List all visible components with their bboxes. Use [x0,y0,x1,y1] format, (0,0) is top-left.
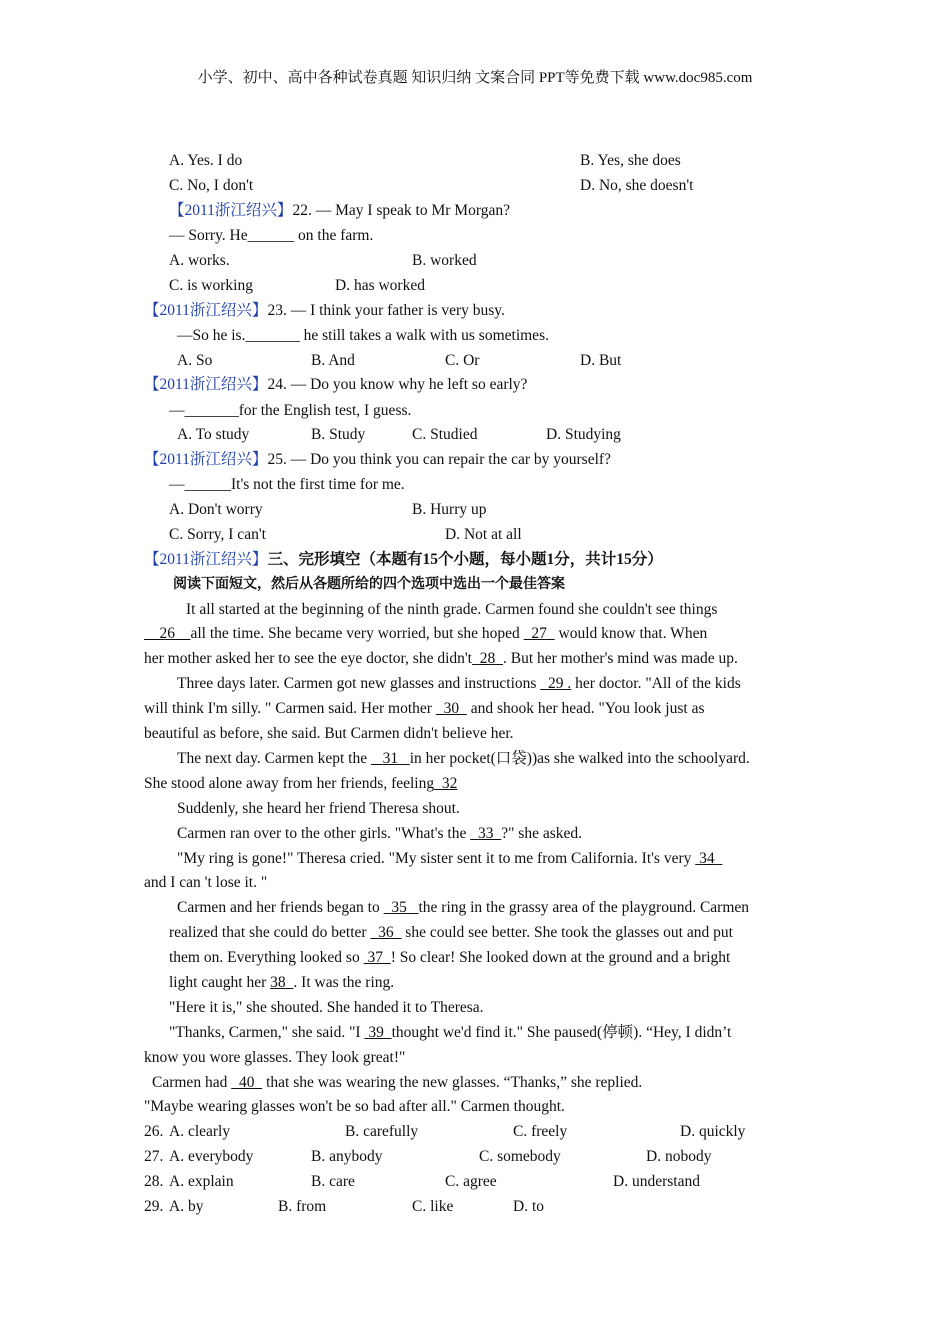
option: A. works. [169,252,230,269]
option: B. And [311,352,355,369]
passage-line: 26 all the time. She became very worried, but she hoped 27 would know that. When [144,624,707,644]
option: A. To study [177,426,250,443]
option: B. worked [412,252,477,269]
option: D. But [580,352,622,369]
option: C. freely [513,1123,568,1140]
blank-38: 38 [270,974,286,991]
blank-32: 32 [441,775,458,792]
option: D. has worked [335,277,425,294]
option: A. everybody [169,1148,254,1165]
question-reply: — Sorry. He______ on the farm. [169,227,374,244]
option-21a: A. Yes. I do [169,152,243,169]
blank-30: 30 [443,700,460,717]
question-stem: 23. — I think your father is very busy. [267,302,505,319]
option: A. Don't worry [169,501,263,518]
option: C. Sorry, I can't [169,526,266,543]
option: A. clearly [169,1123,231,1140]
answer-row-number: 28. [144,1173,164,1190]
option: D. to [513,1198,544,1215]
passage-line: Carmen and her friends began to 35 the ring in the grassy area of the playground. Carmen [177,899,750,916]
passage-line: Carmen had 40 that she was wearing the new glasses. “Thanks,” she replied. [152,1074,643,1091]
answer-row-number: 27. [144,1148,164,1165]
question-24 [144,375,527,395]
instruction: 阅读下面短文，然后从各题所给的四个选项中选出一个最佳答案 [173,577,565,592]
answer-row-number: 29. [144,1198,164,1215]
source-tag: 【2011浙江绍兴】 [144,551,268,568]
option: B. anybody [311,1148,383,1165]
passage-line: Carmen ran over to the other girls. "What's the 33 ?" she asked. [177,825,582,842]
question-23 [144,301,505,321]
option: A. by [169,1198,204,1215]
blank-40: 40 [238,1074,255,1091]
option: D. understand [613,1173,700,1190]
blank-39: 39 [368,1024,384,1041]
passage-line: It all started at the beginning of the ninth grade. Carmen found she couldn't see things [186,601,718,618]
question-reply: —So he is._______ he still takes a walk with us sometimes. [177,327,549,344]
section-title: 三、完形填空（本题有15个小题，每小题1分，共计15分） [267,551,663,568]
question-25 [144,450,611,470]
question-stem: 22. — May I speak to Mr Morgan? [292,202,510,219]
passage-line: "Thanks, Carmen," she said. "I 39 thought we'd find it." She paused(停顿). “Hey, I didn’t [169,1024,732,1041]
passage-line: beautiful as before, she said. But Carmen didn't believe her. [144,725,514,742]
section-title-line [144,550,663,570]
passage-line: "My ring is gone!" Theresa cried. "My sister sent it to me from California. It's very 34 [177,849,722,869]
question-22 [169,201,510,221]
blank-36: 36 [378,924,394,941]
blank-31: 31 [382,750,399,767]
source-tag: 【2011浙江绍兴】 [144,302,268,319]
passage-line: them on. Everything looked so 37 ! So clear! She looked down at the ground and a bright [169,949,731,966]
option-21b: B. Yes, she does [580,152,681,169]
passage-line: "Maybe wearing glasses won't be so bad after all." Carmen thought. [144,1098,565,1115]
source-tag: 【2011浙江绍兴】 [169,202,293,219]
source-tag: 【2011浙江绍兴】 [144,376,268,393]
blank-33: 33 [477,825,494,842]
question-stem: 25. — Do you think you can repair the car by yourself? [267,451,611,468]
passage-line: She stood alone away from her friends, feeling 32 [144,775,458,792]
option: A. explain [169,1173,234,1190]
passage-line: Three days later. Carmen got new glasses and instructions 29 . her doctor. "All of the kids [177,675,741,692]
answer-row-number: 26. [144,1123,164,1140]
option: C. like [412,1198,454,1215]
option: B. Hurry up [412,501,487,518]
passage-line: "Here it is," she shouted. She handed it to Theresa. [169,999,484,1016]
option: D. Studying [546,426,621,443]
source-tag: 【2011浙江绍兴】 [144,451,268,468]
passage-line: The next day. Carmen kept the 31 in her pocket(口袋))as she walked into the schoolyard. [177,750,750,767]
passage-line: light caught her 38 . It was the ring. [169,974,395,991]
question-reply: —_______for the English test, I guess. [169,402,412,419]
option: C. Or [445,352,480,369]
question-reply: —______It's not the first time for me. [169,476,405,493]
blank-29: 29 . [548,675,572,692]
page-header: 小学、初中、高中各种试卷真题 知识归纳 文案合同 PPT等免费下载 www.doc985.com [197,70,753,86]
option: B. from [278,1198,327,1215]
option-21c: C. No, I don't [169,177,254,194]
option: C. somebody [479,1148,561,1165]
blank-28: 28 [479,650,496,667]
option: C. agree [445,1173,497,1190]
option: D. Not at all [445,526,522,543]
option: C. Studied [412,426,478,443]
option: C. is working [169,277,253,294]
passage-line: know you wore glasses. They look great!" [144,1049,406,1066]
passage-line: and I can 't lose it. " [144,874,268,891]
option: B. care [311,1173,355,1190]
option: B. carefully [345,1123,419,1140]
passage-line: will think I'm silly. " Carmen said. Her mother 30 and shook her head. "You look just as [144,700,705,717]
blank-26: 26 [159,625,175,642]
option: A. So [177,352,213,369]
passage-line: Suddenly, she heard her friend Theresa shout. [177,800,460,817]
blank-37: 37 [367,949,383,966]
passage-line: realized that she could do better 36 she could see better. She took the glasses out and put [169,924,733,941]
option: D. quickly [680,1123,746,1140]
question-stem: 24. — Do you know why he left so early? [267,376,528,393]
option: B. Study [311,426,366,443]
blank-34: 34 [699,850,715,867]
option: D. nobody [646,1148,712,1165]
passage-line: her mother asked her to see the eye doctor, she didn't 28 . But her mother's mind was made up. [144,650,738,667]
blank-27: 27 [531,625,547,642]
option-21d: D. No, she doesn't [580,177,694,194]
blank-35: 35 [391,899,407,916]
